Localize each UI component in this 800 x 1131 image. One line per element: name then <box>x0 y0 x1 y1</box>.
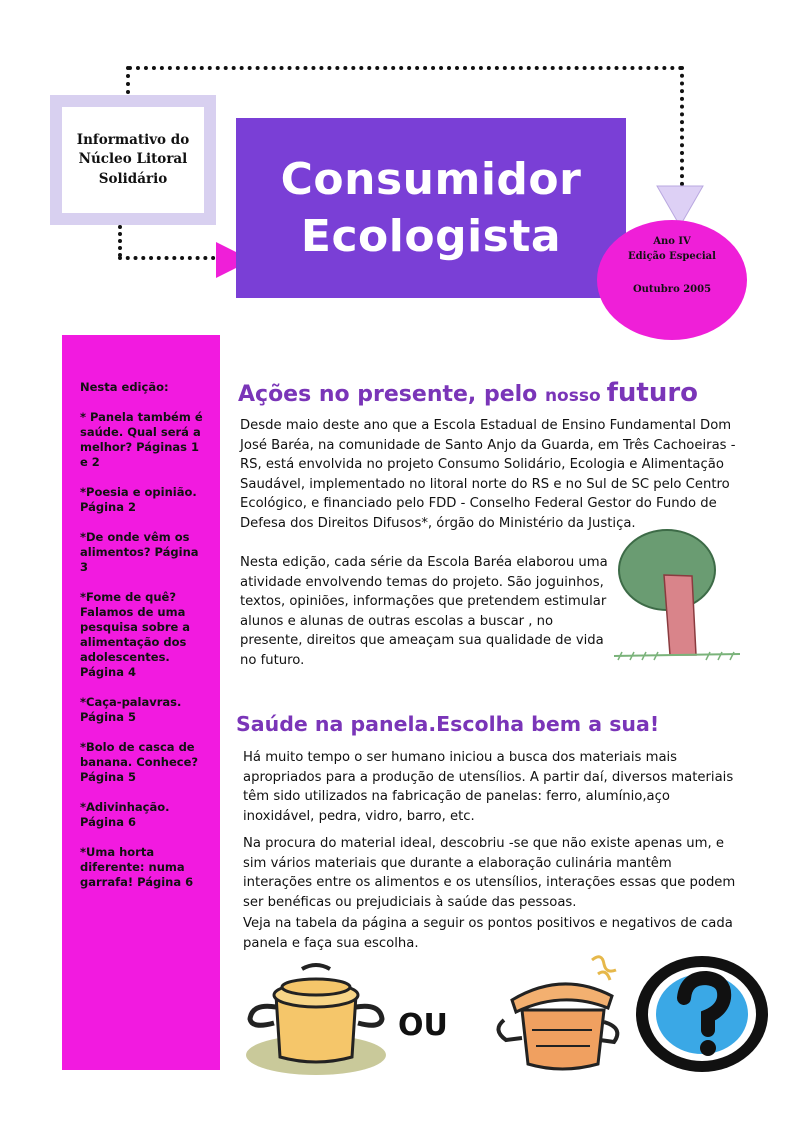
heading-part-2: nosso <box>544 386 607 406</box>
newsletter-label <box>62 107 204 213</box>
toc-item: *Poesia e opinião. Página 2 <box>80 485 197 514</box>
newsletter-label-box <box>50 95 216 225</box>
edition-type: Edição Especial <box>628 251 716 262</box>
title-line-1: Consumidor <box>280 153 582 205</box>
heading-part-3: futuro <box>606 378 699 408</box>
toc-item: *Adivinhação. Página 6 <box>80 800 170 829</box>
article2-heading: Saúde na panela.Escolha bem a sua! <box>236 712 660 736</box>
dotted-line-top <box>128 66 683 70</box>
toc-item: * Panela também é saúde. Qual será a melhor? Páginas 1 e 2 <box>80 410 203 469</box>
article1-heading <box>238 378 698 408</box>
table-of-contents-sidebar <box>62 335 220 1070</box>
article2-paragraph-1: Há muito tempo o ser humano iniciou a busca dos materiais mais apropriados para a produção de utensílios. A partir daí, diversos materiais têm sido utilizados na fabricação de panelas: ferro, alumínio,aço inoxidável, pedra, vidro, barro, etc. <box>243 750 734 824</box>
title-line-2: Ecologista <box>300 211 562 262</box>
dotted-line-left-lower <box>118 225 122 257</box>
toc-item: *Caça-palavras. Página 5 <box>80 695 182 724</box>
toc-heading: Nesta edição: <box>80 380 169 394</box>
toc-item: *De onde vêm os alimentos? Página 3 <box>80 530 199 574</box>
masthead-title-box <box>236 118 626 298</box>
article2-paragraph-3: Veja na tabela da página a seguir os pontos positivos e negativos de cada panela e faça sua escolha. <box>243 916 733 951</box>
edition-year: Ano IV <box>653 236 691 247</box>
toc-item: *Bolo de casca de banana. Conhece? Página 5 <box>80 740 199 784</box>
label-line-3: Solidário <box>98 170 168 187</box>
article2-paragraph-2: Na procura do material ideal, descobriu -se que não existe apenas um, e sim vários materiais que durante a elaboração culinária mantêm interações entre os alimentos e os utensílios, interações essas que podem ser benéficas ou prejudiciais à saúde das pessoas. <box>243 836 736 910</box>
pot-clipart-icon <box>238 955 393 1080</box>
label-line-2: Núcleo Litoral <box>78 151 188 168</box>
dotted-line-right <box>680 66 684 186</box>
article1-paragraph-1: Desde maio deste ano que a Escola Estadual de Ensino Fundamental Dom José Baréa, na comunidade de Santo Anjo da Guarda, em Três Cachoeiras - RS, está envolvida no projeto Consumo Solidário, Ecologia e Alimentação Saudável, implementado no litoral norte do RS e no Sul de SC pelo Centro Ecológico, e financiado pelo FDD - Conselho Federal Gestor do Fundo de Defesa dos Direitos Difusos*, órgão do Ministério da Justiça. <box>240 418 736 531</box>
dotted-line-left-upper <box>126 66 130 94</box>
dotted-line-bottom <box>118 256 223 260</box>
label-line-1: Informativo do <box>76 131 190 148</box>
toc-item: *Fome de quê? Falamos de uma pesquisa sobre a alimentação dos adolescentes. Página 4 <box>80 590 191 679</box>
edition-badge <box>597 220 747 340</box>
heading-part-1: Ações no presente, pelo <box>238 382 545 407</box>
or-label: OU <box>398 1008 448 1043</box>
steaming-pot-clipart-icon <box>492 950 632 1080</box>
question-mark-icon <box>632 952 772 1077</box>
article1-paragraph-2: Nesta edição, cada série da Escola Baréa elaborou uma atividade envolvendo temas do projeto. São joguinhos, textos, opiniões, informações que pretendem estimular alunos e alunas de outras escolas a buscar , no presente, direitos que ameaçam sua qualidade de vida no futuro. <box>240 555 608 668</box>
toc-item: *Uma horta diferente: numa garrafa! Página 6 <box>80 845 194 889</box>
edition-date: Outubro 2005 <box>632 284 712 295</box>
tree-drawing-icon <box>612 520 742 670</box>
